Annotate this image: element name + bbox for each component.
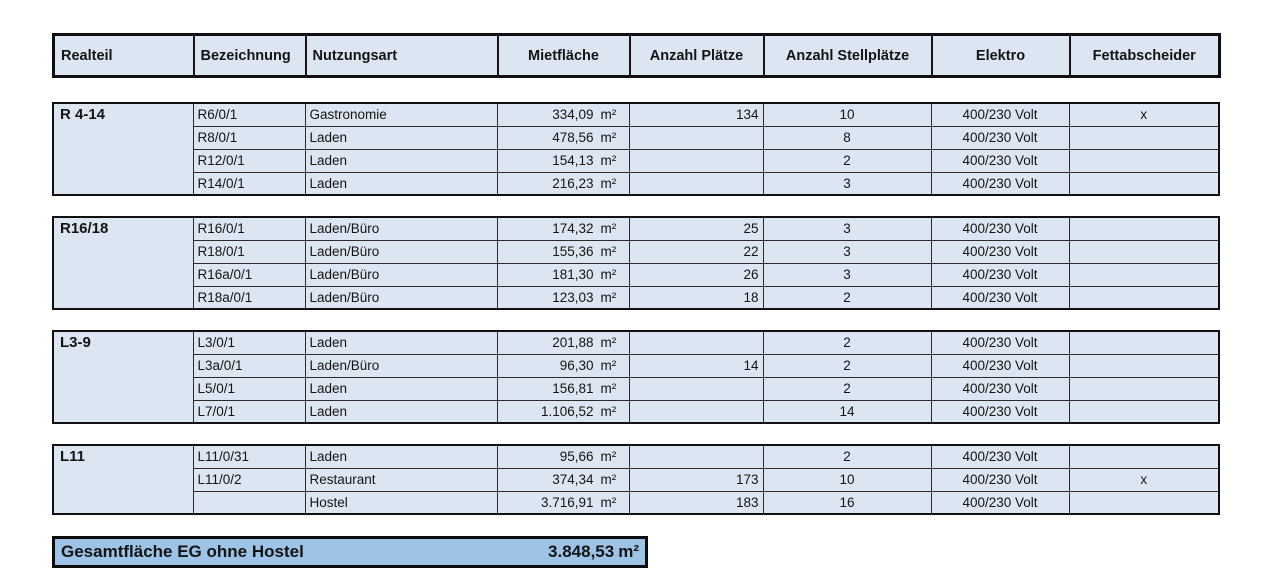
cell-fettabscheider [1069,240,1219,263]
cell-elektro: 400/230 Volt [931,354,1069,377]
cell-nutzungsart: Laden/Büro [305,263,497,286]
cell-fettabscheider [1069,491,1219,514]
cell-nutzungsart: Laden/Büro [305,286,497,309]
table-row [53,103,1219,126]
cell-anzahl-plaetze: 14 [629,354,763,377]
column-header-bezeichnung: Bezeichnung [194,35,306,77]
area-number: 174,32 [552,221,594,237]
area-number: 374,34 [552,472,594,487]
cell-nutzungsart: Hostel [305,491,497,514]
group-table-r16-18 [52,216,1220,310]
table-row [53,445,1219,468]
area-unit: m² [600,335,617,351]
area-unit: m² [600,244,617,259]
area-unit: m² [600,267,617,282]
cell-mietflaeche [497,263,629,286]
cell-fettabscheider [1069,126,1219,149]
cell-fettabscheider: x [1069,468,1219,491]
cell-bezeichnung: L3a/0/1 [193,354,305,377]
area-number: 334,09 [552,107,594,123]
cell-elektro: 400/230 Volt [931,468,1069,491]
cell-fettabscheider [1069,400,1219,423]
cell-nutzungsart: Laden/Büro [305,354,497,377]
header-row [54,35,1220,77]
cell-anzahl-stellplaetze: 2 [763,286,931,309]
cell-elektro: 400/230 Volt [931,377,1069,400]
table-row [53,286,1219,309]
area-number: 155,36 [552,244,594,259]
column-header-realteil: Realteil [54,35,194,77]
cell-realteil: R16/18 [53,217,193,309]
cell-bezeichnung: L7/0/1 [193,400,305,423]
table-row [53,149,1219,172]
cell-mietflaeche [497,103,629,126]
cell-nutzungsart: Laden [305,331,497,354]
column-header-fettabscheider: Fettabscheider [1070,35,1220,77]
total-label: Gesamtfläche EG ohne Hostel [61,542,304,561]
cell-fettabscheider [1069,377,1219,400]
cell-mietflaeche [497,172,629,195]
table-row [53,126,1219,149]
cell-mietflaeche [497,400,629,423]
cell-bezeichnung: R8/0/1 [193,126,305,149]
column-header-anzahl-pl-tze: Anzahl Plätze [630,35,764,77]
cell-bezeichnung: L5/0/1 [193,377,305,400]
cell-elektro: 400/230 Volt [931,400,1069,423]
cell-anzahl-plaetze [629,149,763,172]
area-unit: m² [600,403,617,419]
group-table-r-4-14 [52,102,1220,196]
table-row [53,263,1219,286]
area-unit: m² [600,130,617,145]
area-number: 96,30 [559,358,594,373]
cell-anzahl-stellplaetze: 10 [763,468,931,491]
table-row [53,172,1219,195]
cell-realteil: R 4-14 [53,103,193,195]
cell-elektro: 400/230 Volt [931,217,1069,240]
area-number: 1.106,52 [540,403,594,419]
cell-anzahl-stellplaetze: 2 [763,377,931,400]
cell-anzahl-plaetze: 134 [629,103,763,126]
group-tables [52,102,1280,515]
cell-fettabscheider [1069,217,1219,240]
area-number: 154,13 [552,153,594,168]
cell-fettabscheider [1069,263,1219,286]
cell-anzahl-plaetze: 25 [629,217,763,240]
cell-realteil: L3-9 [53,331,193,423]
cell-nutzungsart: Laden [305,126,497,149]
area-number: 478,56 [552,130,594,145]
cell-bezeichnung: R18/0/1 [193,240,305,263]
cell-anzahl-plaetze: 183 [629,491,763,514]
cell-fettabscheider [1069,172,1219,195]
cell-bezeichnung: R18a/0/1 [193,286,305,309]
cell-bezeichnung [193,491,305,514]
cell-anzahl-stellplaetze: 8 [763,126,931,149]
cell-nutzungsart: Laden [305,377,497,400]
area-number: 123,03 [552,289,594,305]
cell-nutzungsart: Gastronomie [305,103,497,126]
area-number: 156,81 [552,381,594,396]
cell-nutzungsart: Laden [305,149,497,172]
cell-bezeichnung: R12/0/1 [193,149,305,172]
cell-mietflaeche [497,445,629,468]
table-row [53,240,1219,263]
cell-anzahl-plaetze: 22 [629,240,763,263]
area-number: 3.716,91 [540,494,594,510]
cell-anzahl-plaetze [629,172,763,195]
group-table-l3-9 [52,330,1220,424]
cell-nutzungsart: Laden [305,400,497,423]
cell-anzahl-plaetze: 26 [629,263,763,286]
cell-bezeichnung: R14/0/1 [193,172,305,195]
cell-elektro: 400/230 Volt [931,263,1069,286]
column-header-elektro: Elektro [932,35,1070,77]
total-value [548,542,639,562]
cell-elektro: 400/230 Volt [931,240,1069,263]
cell-anzahl-plaetze [629,377,763,400]
cell-elektro: 400/230 Volt [931,172,1069,195]
cell-mietflaeche [497,331,629,354]
cell-nutzungsart: Restaurant [305,468,497,491]
area-unit: m² [600,494,617,510]
cell-mietflaeche [497,354,629,377]
cell-anzahl-stellplaetze: 3 [763,217,931,240]
cell-anzahl-plaetze [629,445,763,468]
cell-anzahl-stellplaetze: 3 [763,263,931,286]
group-table-l11 [52,444,1220,515]
area-unit: m² [600,449,617,465]
cell-fettabscheider [1069,445,1219,468]
cell-mietflaeche [497,149,629,172]
cell-fettabscheider [1069,286,1219,309]
cell-mietflaeche [497,468,629,491]
cell-elektro: 400/230 Volt [931,103,1069,126]
cell-mietflaeche [497,240,629,263]
area-number: 216,23 [552,175,594,191]
cell-fettabscheider: x [1069,103,1219,126]
cell-realteil: L11 [53,445,193,514]
cell-elektro: 400/230 Volt [931,149,1069,172]
cell-anzahl-plaetze [629,331,763,354]
cell-nutzungsart: Laden [305,445,497,468]
cell-fettabscheider [1069,149,1219,172]
cell-elektro: 400/230 Volt [931,491,1069,514]
table-row [53,491,1219,514]
table-row [53,468,1219,491]
cell-anzahl-stellplaetze: 14 [763,400,931,423]
area-unit: m² [600,107,617,123]
column-header-mietfl-che: Mietfläche [498,35,630,77]
cell-anzahl-stellplaetze: 2 [763,354,931,377]
table-row [53,354,1219,377]
cell-bezeichnung: R16/0/1 [193,217,305,240]
cell-bezeichnung: L11/0/2 [193,468,305,491]
cell-bezeichnung: L11/0/31 [193,445,305,468]
cell-elektro: 400/230 Volt [931,445,1069,468]
total-value-number: 3.848,53 [548,542,615,561]
total-value-unit: m² [618,542,639,561]
total-bar [52,536,648,568]
cell-bezeichnung: R16a/0/1 [193,263,305,286]
cell-anzahl-stellplaetze: 2 [763,149,931,172]
cell-anzahl-plaetze: 18 [629,286,763,309]
cell-mietflaeche [497,126,629,149]
header-table [52,33,1221,78]
cell-mietflaeche [497,286,629,309]
cell-anzahl-stellplaetze: 10 [763,103,931,126]
cell-fettabscheider [1069,354,1219,377]
area-unit: m² [600,358,617,373]
cell-mietflaeche [497,377,629,400]
cell-anzahl-stellplaetze: 16 [763,491,931,514]
area-unit: m² [600,153,617,168]
cell-mietflaeche [497,217,629,240]
table-row [53,217,1219,240]
cell-elektro: 400/230 Volt [931,286,1069,309]
column-header-anzahl-stellpl-tze: Anzahl Stellplätze [764,35,932,77]
area-unit: m² [600,221,617,237]
cell-anzahl-plaetze [629,400,763,423]
cell-anzahl-stellplaetze: 3 [763,172,931,195]
table-row [53,400,1219,423]
column-header-nutzungsart: Nutzungsart [306,35,498,77]
cell-elektro: 400/230 Volt [931,331,1069,354]
cell-anzahl-stellplaetze: 3 [763,240,931,263]
cell-anzahl-plaetze [629,126,763,149]
area-unit: m² [600,472,617,487]
cell-fettabscheider [1069,331,1219,354]
cell-anzahl-plaetze: 173 [629,468,763,491]
area-number: 201,88 [552,335,594,351]
area-unit: m² [600,381,617,396]
cell-nutzungsart: Laden [305,172,497,195]
cell-bezeichnung: L3/0/1 [193,331,305,354]
cell-anzahl-stellplaetze: 2 [763,331,931,354]
cell-mietflaeche [497,491,629,514]
cell-elektro: 400/230 Volt [931,126,1069,149]
cell-nutzungsart: Laden/Büro [305,240,497,263]
area-number: 181,30 [552,267,594,282]
area-unit: m² [600,289,617,305]
cell-nutzungsart: Laden/Büro [305,217,497,240]
cell-anzahl-stellplaetze: 2 [763,445,931,468]
table-row [53,377,1219,400]
area-unit: m² [600,175,617,191]
area-number: 95,66 [559,449,594,465]
cell-bezeichnung: R6/0/1 [193,103,305,126]
table-row [53,331,1219,354]
